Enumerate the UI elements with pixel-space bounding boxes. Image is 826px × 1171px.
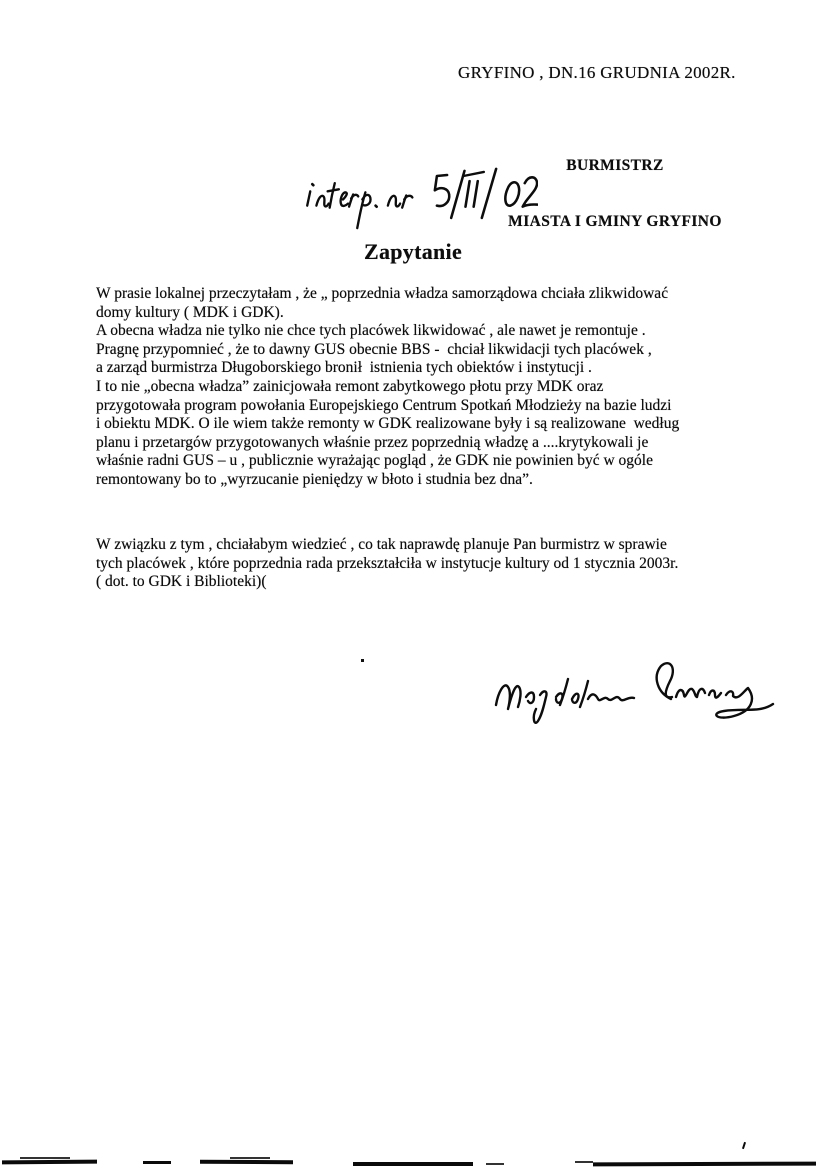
body-line: I to nie „obecna władza” zainicjowała remont zabytkowego płotu przy MDK oraz — [96, 377, 604, 395]
signature-handwriting — [486, 653, 781, 738]
scan-artifact-line — [353, 1162, 473, 1166]
body-line: domy kultury ( MDK i GDK). — [96, 303, 284, 321]
scan-artifact-line — [230, 1157, 270, 1159]
body-line: planu i przetargów przygotowanych właśnie przez poprzednią władzę a ....krytykowali je — [96, 433, 649, 451]
recipient-line-1: BURMISTRZ — [566, 157, 664, 174]
body-line: Pragnę przypomnieć , że to dawny GUS obecnie BBS - chciał likwidacji tych placówek , — [96, 340, 652, 358]
scan-artifact-line — [20, 1157, 70, 1159]
scan-artifact-line — [575, 1161, 593, 1163]
body-line: tych placówek , które poprzednia rada przekształciła w instytucje kultury od 1 stycznia 2003r. — [96, 554, 679, 572]
body-line: a zarząd burmistrza Długoborskiego bronił istnienia tych obiektów i instytucji . — [96, 359, 592, 377]
scan-artifact-tick — [742, 1142, 746, 1149]
paragraph-2 — [96, 536, 678, 592]
body-line: przygotowała program powołania Europejskiego Centrum Spotkań Młodzieży na bazie ludzi — [96, 396, 672, 414]
body-line: ( dot. to GDK i Biblioteki)( — [96, 573, 267, 591]
scan-artifact-line — [486, 1163, 504, 1165]
scan-artifact-line — [143, 1161, 171, 1164]
body-line: W prasie lokalnej przeczytałam , że „ poprzednia władza samorządowa chciała zlikwidować — [96, 285, 669, 302]
body-line: właśnie radni GUS – u , publicznie wyrażając pogląd , że GDK nie powinien być w ogóle — [96, 452, 653, 470]
paragraph-1 — [96, 285, 679, 490]
body-line: i obiektu MDK. O ile wiem także remonty w GDK realizowane były i są realizowane według — [96, 415, 680, 433]
scan-artifact-line — [593, 1162, 816, 1167]
scan-artifact-line — [200, 1160, 293, 1164]
scan-artifact-line — [2, 1160, 97, 1165]
body-line: A obecna władza nie tylko nie chce tych placówek likwidować , ale nawet je remontuje . — [96, 322, 646, 340]
body-line: W związku z tym , chciałabym wiedzieć , co tak naprawdę planuje Pan burmistrz w sprawie — [96, 536, 667, 553]
place-date-line: GRYFINO , DN.16 GRUDNIA 2002R. — [458, 63, 736, 82]
recipient-line-2: MIASTA I GMINY GRYFINO — [508, 212, 722, 230]
handwritten-note — [298, 160, 538, 238]
body-line: remontowany bo to „wyrzucanie pieniędzy w błoto i studnia bez dna”. — [96, 470, 533, 488]
scan-speck — [361, 659, 364, 662]
letter-title: Zapytanie — [363, 239, 463, 264]
